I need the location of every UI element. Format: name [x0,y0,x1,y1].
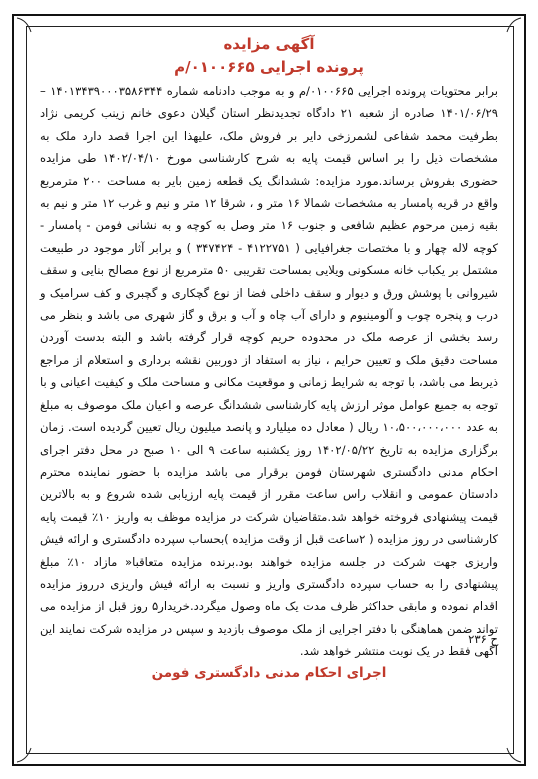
reference-code: ح ۲۳۶ [468,632,498,646]
notice-heading: آگهی مزایده [223,35,315,53]
file-number: پرونده اجرایی ۰۱۰۰۶۶۵/م [174,58,364,76]
notice-body [40,80,498,663]
body-text: برابر محتویات پرونده اجرایی ۰۱۰۰۶۶۵/م و به موجب دادنامه شماره ۱۴۰۱۳۴۳۹۰۰۰۳۵۸۶۳۴۴ – ۱۴۰۱/۰۶/۲۹ صادره از شعبه ۲۱ دادگاه تجدیدنظر استان گیلان دعوی خانم زینب کریمی نژاد بطرفیت محمد شفاعی لشمرزخی دایر بر فروش ملک، علیهذا این اجرا قصد دارد ملک به مشخصات ذیل را بر اساس قیمت پایه به شرح کارشناسی مورخ ۱۴۰۲/۰۴/۱۰ طی مزایده حضوری بفروش برساند.مورد مزایده: ششدانگ یک قطعه زمین بایر به مساحت ۲۰۰ مترمربع واقع در قریه پامسار به مشخصات شمالا ۱۶ متر و ، شرقا ۱۲ متر و نیم و غرب ۱۲ متر و نیم به بقیه زمین مرحوم عظیم شافعی و جنوب ۱۶ متر وصل به کوچه و به نشانی فومن - پامسار - کوچه لاله چهار و با مختصات جغرافیایی ( ۴۱۲۲۷۵۱ - ۳۴۷۴۲۴ ) و برابر آثار موجود در طبیعت مشتمل بر یکباب خانه مسکونی ویلایی بمساحت تقریبی ۵۰ مترمربع از نوع مصالح بنایی و سقف شیروانی با پوشش ورق و دیوار و سقف داخلی فضا از نوع گچکاری و گچبری و کف سرامیک و درب و پنجره چوب و آلومینیوم و دارای آب چاه و آب و برق و گاز شهری می باشد و بنظر می رسد بخشی از عرصه ملک در محدوده حریم کوچه قرار گرفته باشد و البته بدست آوردن مساحت دقیق ملک و تعیین حرایم ، نیاز به استفاد از دوربین نقشه برداری و استعلام از مراجع ذیربط می باشد، با توجه به شرایط زمانی و موقعیت مکانی و مساحت ملک و کیفیت اعیانی و با توجه به جمیع عوامل موثر ارزش پایه کارشناسی ششدانگ عرصه و اعیان ملک موصوف به مبلغ به عدد ۱۰،۵۰۰،۰۰۰،۰۰۰ ریال ( معادل ده میلیارد و پانصد میلیون ریال تعیین گردیده است. زمان برگزاری مزایده به تاریخ ۱۴۰۲/۰۵/۲۲ روز یکشنبه ساعت ۹ الی ۱۰ صبح در محل دفتر اجرای احکام مدنی دادگستری شهرستان فومن برقرار می باشد مزایده با حضور نماینده محترم دادستان عمومی و انقلاب راس ساعت مقرر از قیمت پایه ارزیابی شده شروع و به بالاترین قیمت پیشنهادی فروخته خواهد شد.متقاضیان شرکت در مزایده موظف به واریز ۱۰٪ قیمت پایه کارشناسی در روز مزایده ( ۲ساعت قبل از وقت مزایده )بحساب سپرده دادگستری و ارائه فیش واریزی جهت شرکت در جلسه مزایده خواهند بود.برنده مزایده متعاقبا« مازاد ۱۰٪ مبلغ پیشنهادی را به حساب سپرده دادگستری واریز و نسبت به ارائه فیش واریزی درروز مزایده اقدام نموده و مابقی حداکثر ظرف مدت یک ماه وصول میگردد.خریدار۵ روز قبل از مزایده می تواند ضمن هماهنگی با دفتر اجرایی از ملک موصوف بازدید و سپس در مزایده شرکت نمایند این آگهی فقط در یک نوبت منتشر خواهد شد. [40,84,499,659]
issuer-name: اجرای احکام مدنی دادگستری فومن [151,665,387,681]
